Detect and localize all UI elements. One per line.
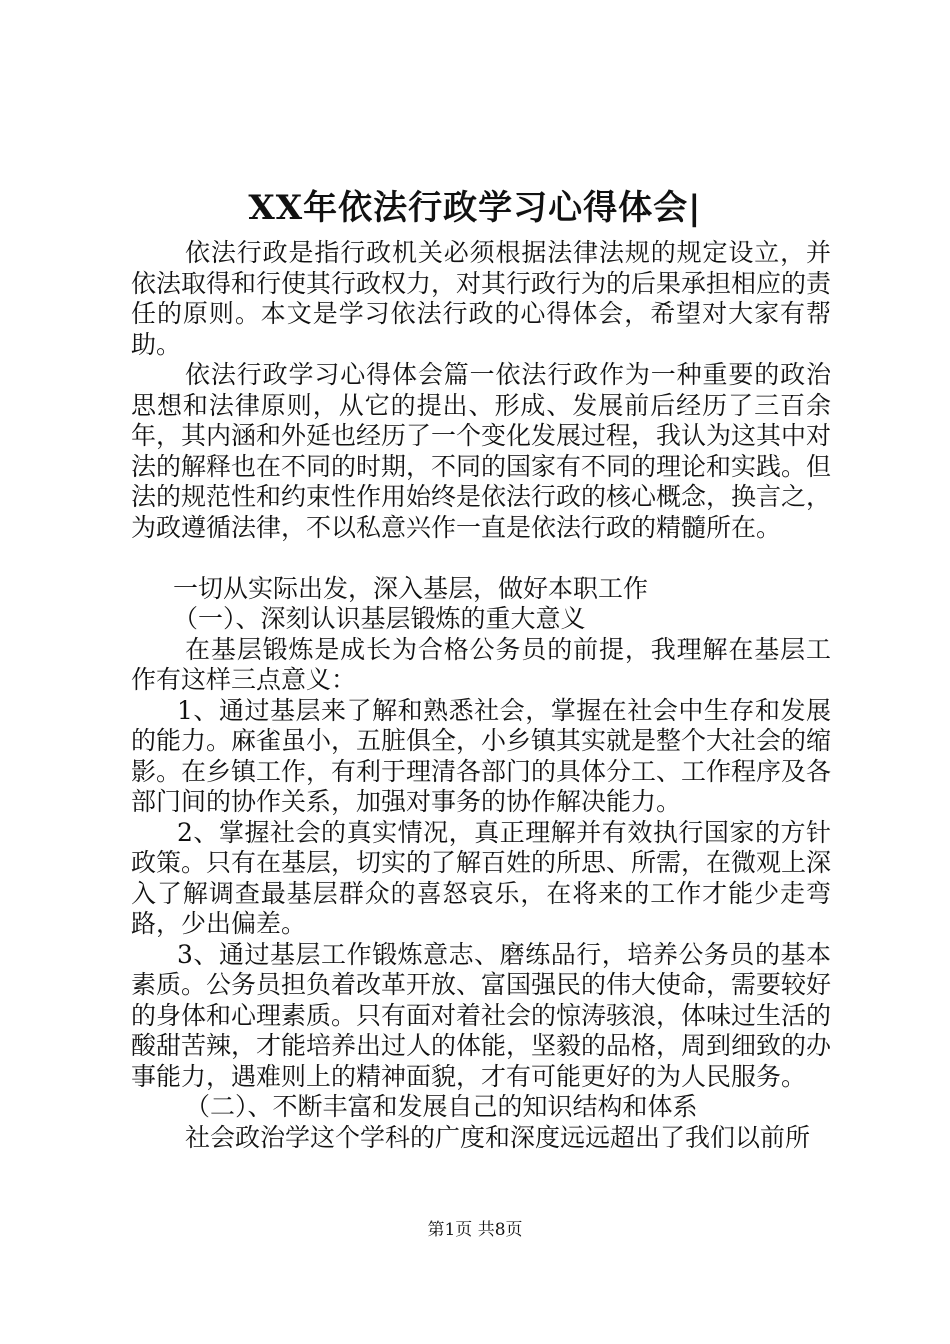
document-title: XX年依法行政学习心得体会| — [248, 188, 702, 228]
paragraph-point-2: 2、掌握社会的真实情况，真正理解并有效执行国家的方针政策。只有在基层，切实的了解百姓的所思、所需，在微观上深入了解调查最基层群众的喜怒哀乐，在将来的工作才能少走弯路，少出偏差。 — [131, 817, 832, 938]
page-indicator: 第1页 共8页 — [427, 1220, 523, 1240]
paragraph-spacer — [131, 543, 831, 574]
paragraph-part-one: 依法行政学习心得体会篇一依法行政作为一种重要的政治思想和法律原则，从它的提出、形成、发展前后经历了三百余年，其内涵和外延也经历了一个变化发展过程，我认为这其中对法的解释也在不同的时期，不同的国家有不同的理论和实践。但法的规范性和约束性作用始终是依法行政的核心概念，换言之，为政遵循法律，不以私意兴作一直是依法行政的精髓所在。 — [131, 360, 832, 542]
paragraph-point-3: 3、通过基层工作锻炼意志、磨练品行，培养公务员的基本素质。公务员担负着改革开放、富国强民的伟大使命，需要较好的身体和心理素质。只有面对着社会的惊涛骇浪，体味过生活的酸甜苦辣，才能培养出过人的体能，坚毅的品格，周到细致的办事能力，遇难则上的精神面貌，才有可能更好的为人民服务。 — [131, 939, 832, 1091]
paragraph-intro: 依法行政是指行政机关必须根据法律法规的规定设立，并依法取得和行使其行政权力，对其行政行为的后果承担相应的责任的原则。本文是学习依法行政的心得体会，希望对大家有帮助。 — [131, 238, 832, 359]
paragraph-point-1: 1、通过基层来了解和熟悉社会，掌握在社会中生存和发展的能力。麻雀虽小，五脏俱全，小乡镇其实就是整个大社会的缩影。在乡镇工作，有利于理清各部门的具体分工、工作程序及各部门间的协作关系，加强对事务的协作解决能力。 — [131, 695, 832, 816]
paragraph-grassroots: 在基层锻炼是成长为合格公务员的前提，我理解在基层工作有这样三点意义： — [131, 634, 831, 694]
subsection-heading-2: （二）、不断丰富和发展自己的知识结构和体系 — [185, 1092, 698, 1121]
paragraph-knowledge: 社会政治学这个学科的广度和深度远远超出了我们以前所 — [185, 1122, 811, 1152]
document-body — [131, 238, 831, 1153]
subsection-heading-1: （一）、深刻认识基层锻炼的重大意义 — [173, 604, 586, 633]
section-heading: 一切从实际出发，深入基层，做好本职工作 — [173, 573, 649, 603]
